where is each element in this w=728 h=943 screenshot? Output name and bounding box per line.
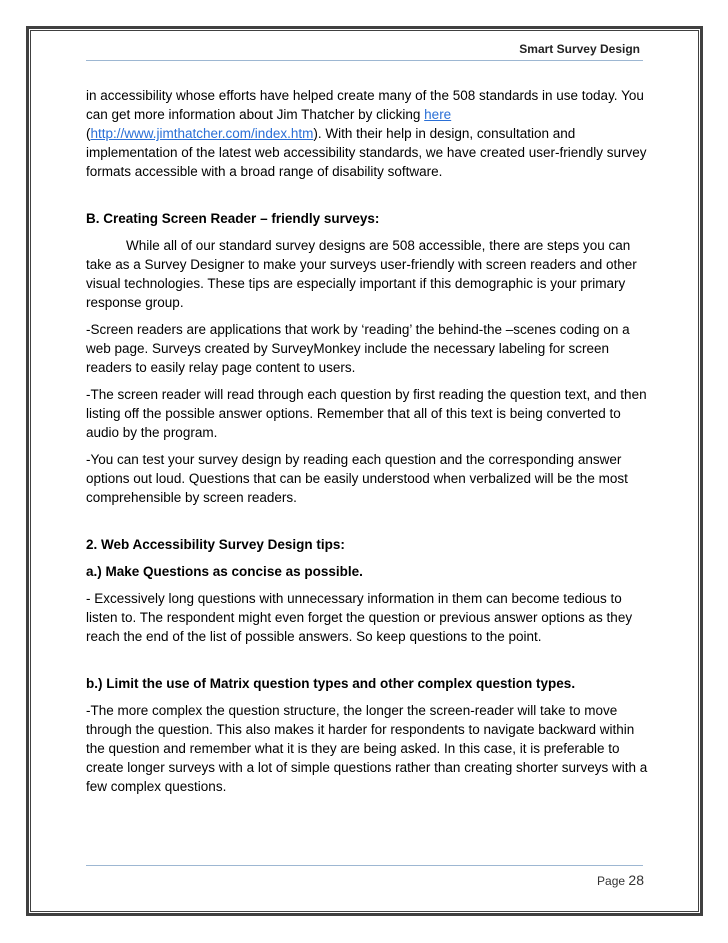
section-b-paragraph-2: -Screen readers are applications that work by ‘reading’ the behind-the –scenes coding on a web page. Surveys created by SurveyMonkey include the necessary labeling for screen readers to easily relay page content to users.: [86, 322, 630, 375]
section-b-paragraph-4: -You can test your survey design by reading each question and the corresponding answer options out loud. Questions that can be easily understood when verbalized will be the most comprehensible by screen readers.: [86, 452, 628, 505]
footer-rule: [86, 865, 643, 866]
page-label: Page: [597, 874, 626, 888]
section-b-paragraph-1: While all of our standard survey designs are 508 accessible, there are steps you can take as a Survey Designer to make your surveys user-friendly with screen readers and other visual technologies. These tips are especially important if this demographic is your primary response group.: [86, 238, 637, 310]
header-rule: [86, 60, 643, 61]
page-footer: [597, 872, 644, 888]
section-b-heading: B. Creating Screen Reader – friendly surveys:: [86, 211, 380, 226]
tip-b-text: -The more complex the question structure, the longer the screen-reader will take to move through the question. This also makes it harder for respondents to navigate backward within the question and remember what it is they are being asked. In this case, it is preferable to create longer surveys with a lot of simple questions rather than creating shorter surveys with a few complex questions.: [86, 703, 648, 794]
tip-a-text: - Excessively long questions with unnecessary information in them can become tedious to listen to. The respondent might even forget the question or previous answer options as they reach the end of the list of possible answers. So keep questions to the point.: [86, 591, 633, 644]
intro-paragraph: in accessibility whose efforts have helped create many of the 508 standards in use today. You can get more information about Jim Thatcher by clicking here (http://www.jimthatcher.com/index.htm). With their help in design, consultation and implementation of the latest web accessibility standards, we have created user-friendly survey formats accessible with a broad range of disability software.: [86, 88, 647, 179]
here-link[interactable]: here: [424, 107, 452, 122]
page-content: [86, 86, 648, 796]
section-b-paragraph-3: -The screen reader will read through each question by first reading the question text, and then listing off the possible answer options. Remember that all of this text is being converted to audio by the program.: [86, 387, 647, 440]
section-2-heading: 2. Web Accessibility Survey Design tips:: [86, 537, 345, 552]
tip-b-heading: b.) Limit the use of Matrix question types and other complex question types.: [86, 676, 576, 691]
page-number: 28: [628, 872, 644, 888]
tip-a-heading: a.) Make Questions as concise as possible.: [86, 564, 363, 579]
jimthatcher-url-link[interactable]: http://www.jimthatcher.com/index.htm: [90, 126, 314, 141]
header-title: Smart Survey Design: [519, 42, 640, 56]
